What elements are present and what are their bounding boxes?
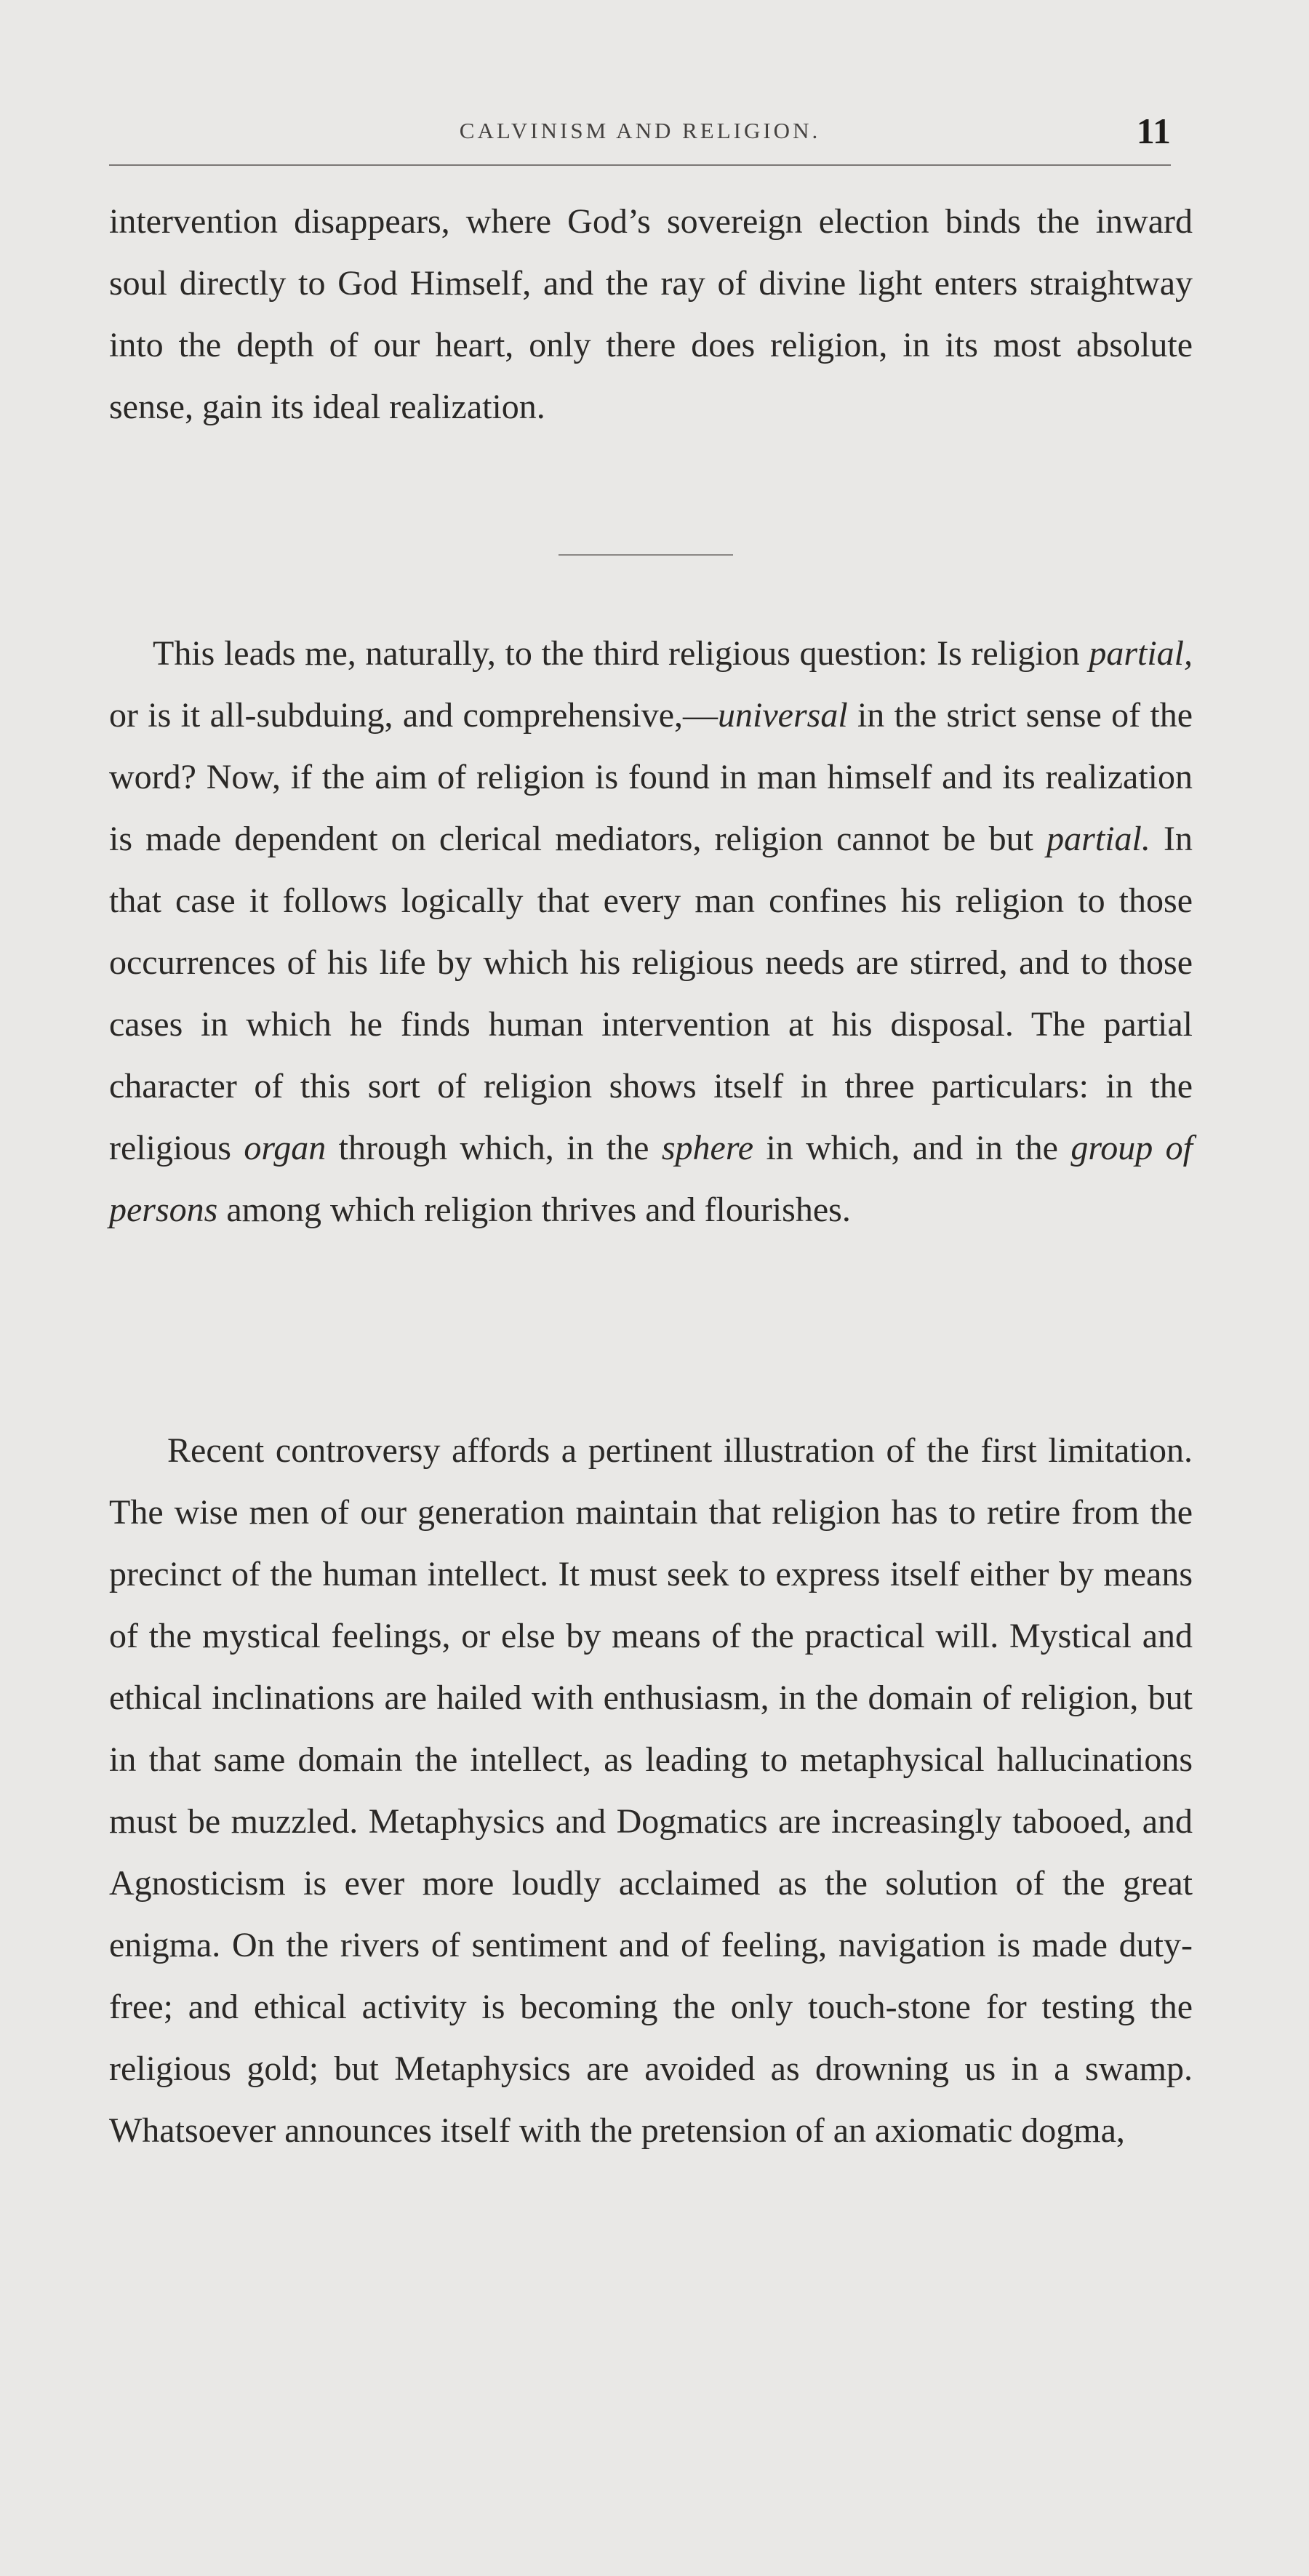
italic-term: organ (244, 1129, 327, 1167)
text-run: or is it all-subduing, and comprehensive,— (109, 696, 718, 735)
paragraph-continuation (109, 191, 1193, 438)
text-run: among which religion thrives and flourishes. (217, 1191, 851, 1229)
section-divider (559, 554, 733, 556)
italic-term: sphere (661, 1129, 754, 1167)
paragraph-text (109, 623, 1193, 1241)
text-run: through which, in the (326, 1129, 662, 1167)
paragraph-third-question (109, 623, 1193, 1241)
page-number: 11 (1136, 111, 1171, 151)
paragraph-text: intervention disappears, where God’s sovereign election binds the inward soul directly to God Himself, and the ray of divine light enters straightway into the depth of our heart, only there does religion, in its most absolute sense, gain its ideal realization. (109, 202, 1193, 426)
running-head (109, 109, 1171, 153)
text-run: in which, and in the (753, 1129, 1071, 1167)
italic-term: universal (718, 696, 848, 735)
text-run: This leads me, naturally, to the third religious question: Is religion (153, 634, 1089, 673)
italic-term: partial. (1046, 820, 1150, 858)
italic-term: group of persons (109, 1129, 1193, 1229)
italic-term: partial, (1089, 634, 1193, 673)
paragraph-recent-controversy (109, 1420, 1193, 2161)
header-rule (109, 164, 1171, 166)
text-run: In that case it follows logically that every man confines his religion to those occurrences of his life by which his religious needs are stirred, and to those cases in which he finds human intervention at his disposal. The partial character of this sort of religion shows itself in three particulars: in the religious (109, 820, 1193, 1167)
running-title: CALVINISM AND RELIGION. (459, 118, 821, 143)
text-run: in the strict sense of the word? Now, if the aim of religion is found in man himself and its realization is made dependent on clerical mediators, religion cannot be but (109, 696, 1193, 858)
paragraph-text: Recent controversy affords a pertinent illustration of the first limitation. The wise men of our generation maintain that religion has to retire from the precinct of the human intellect. It must seek to express itself either by means of the mystical feelings, or else by means of the practical will. Mystical and ethical inclinations are hailed with enthusiasm, in the domain of religion, but in that same domain the intellect, as leading to metaphysical hallucinations must be muzzled. Metaphysics and Dogmatics are increasingly tabooed, and Agnosticism is ever more loudly acclaimed as the solution of the great enigma. On the rivers of sentiment and of feeling, navigation is made duty-free; and ethical activity is becoming the only touch-stone for testing the religious gold; but Metaphysics are avoided as drowning us in a swamp. Whatsoever announces itself with the pretension of an axiomatic dogma, (109, 1431, 1193, 2150)
